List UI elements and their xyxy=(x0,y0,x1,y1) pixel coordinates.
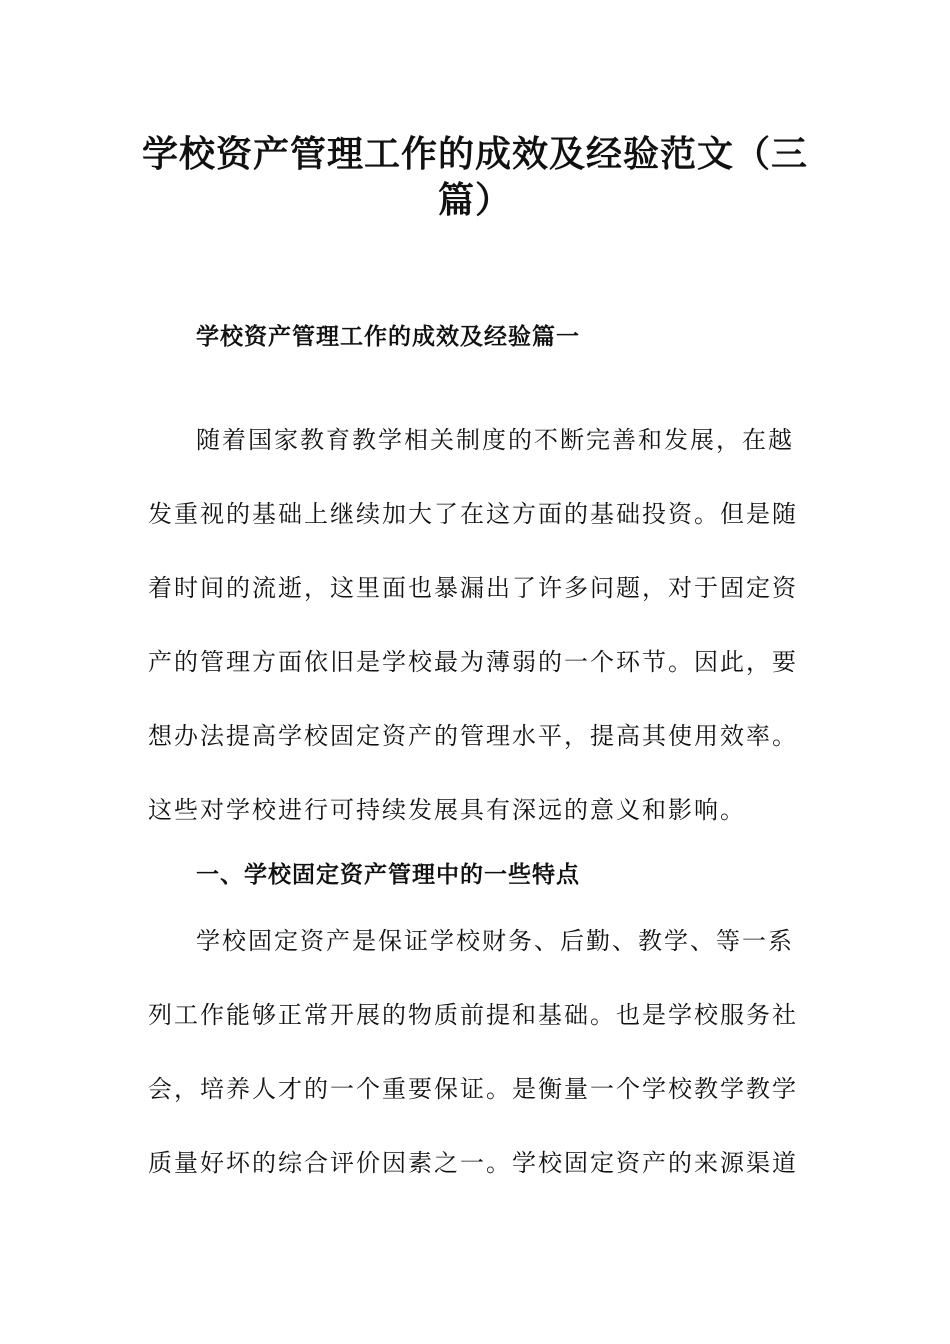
document-title-line-1: 学校资产管理工作的成效及经验范文（三 xyxy=(141,133,808,175)
paragraph-2-line-4: 质量好坏的综合评价因素之一。学校固定资产的来源渠道 xyxy=(148,1149,798,1177)
document-title-line-2: 篇） xyxy=(437,179,512,221)
paragraph-1-line-5: 想办法提高学校固定资产的管理水平，提高其使用效率。 xyxy=(148,722,798,750)
paragraph-1-line-3: 着时间的流逝，这里面也暴漏出了许多问题，对于固定资 xyxy=(148,574,798,602)
section-heading: 学校资产管理工作的成效及经验篇一 xyxy=(196,323,580,350)
paragraph-2-line-1: 学校固定资产是保证学校财务、后勤、教学、等一系 xyxy=(196,927,794,955)
paragraph-1-line-1: 随着国家教育教学相关制度的不断完善和发展，在越 xyxy=(196,426,794,454)
paragraph-2-line-2: 列工作能够正常开展的物质前提和基础。也是学校服务社 xyxy=(148,1001,798,1029)
paragraph-1-line-4: 产的管理方面依旧是学校最为薄弱的一个环节。因此，要 xyxy=(148,648,798,676)
paragraph-1-line-2: 发重视的基础上继续加大了在这方面的基础投资。但是随 xyxy=(148,500,798,528)
subheading-1: 一、学校固定资产管理中的一些特点 xyxy=(196,861,580,888)
paragraph-2-line-3: 会，培养人才的一个重要保证。是衡量一个学校教学教学 xyxy=(148,1075,798,1103)
paragraph-1-line-6: 这些对学校进行可持续发展具有深远的意义和影响。 xyxy=(148,796,746,824)
